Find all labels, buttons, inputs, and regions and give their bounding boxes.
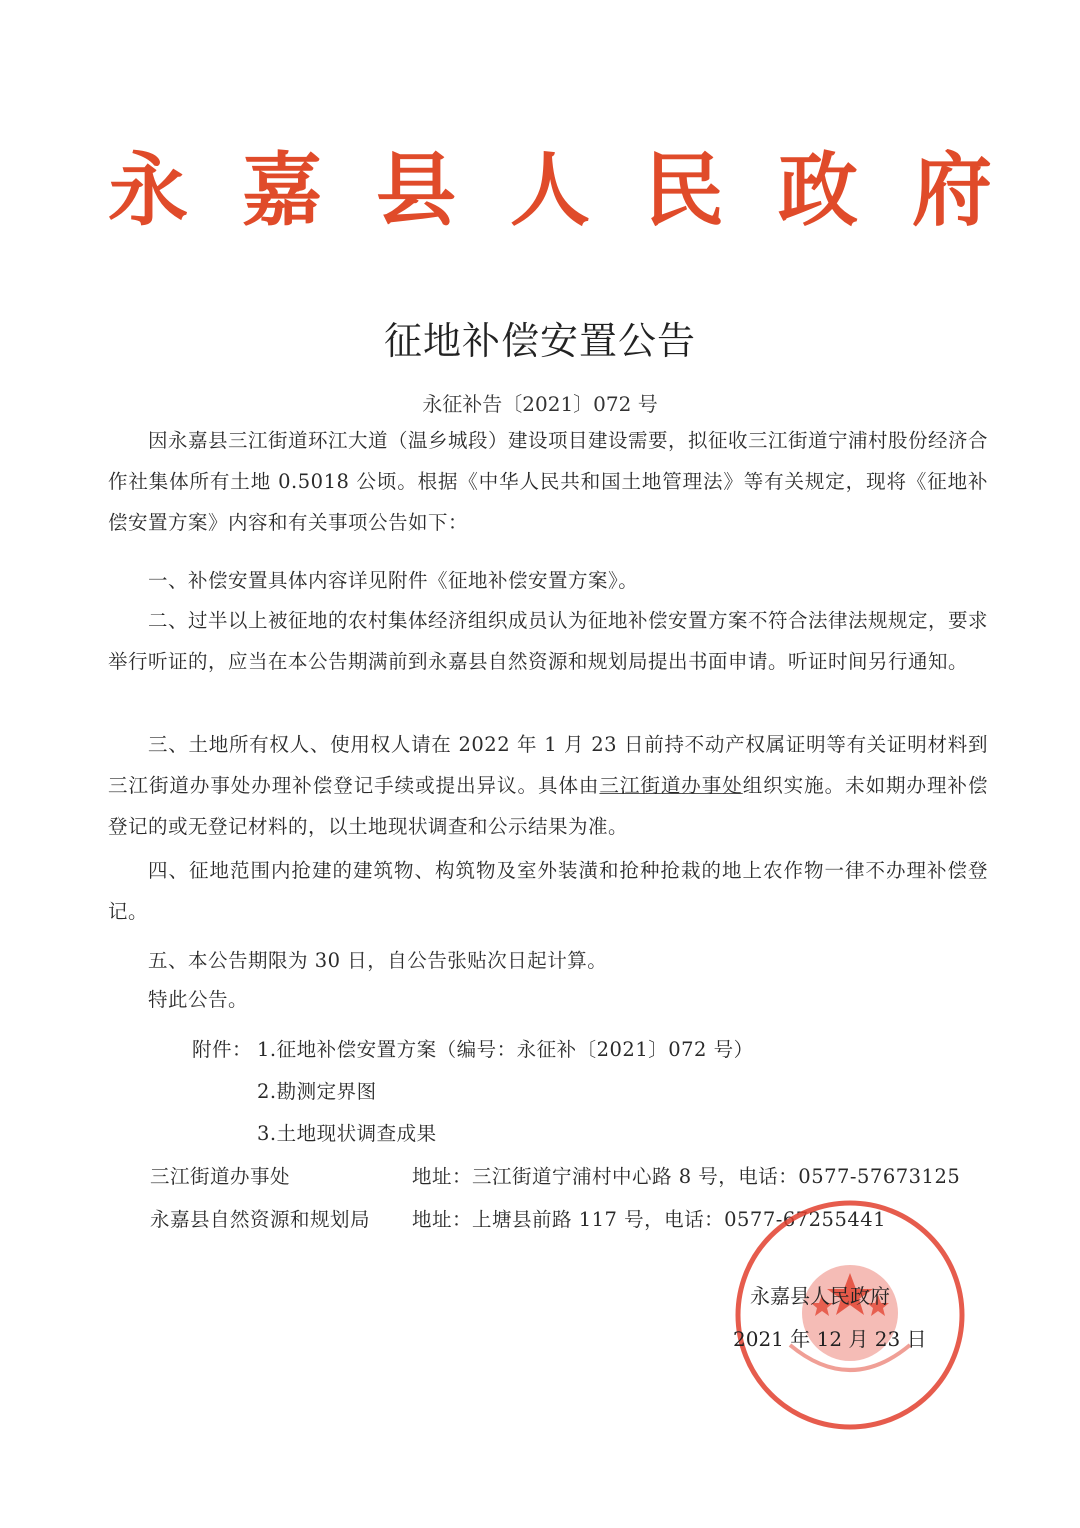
document-number: 永征补告〔2021〕072 号 — [422, 392, 658, 416]
letterhead-char: 永 — [108, 143, 188, 237]
letterhead-char: 人 — [510, 143, 590, 237]
letterhead — [108, 140, 992, 240]
item-three-text-b: 组织实施。未如期办理补偿登记的或无登记材料的，以土地现状调查和公示结果为准。 — [108, 774, 988, 838]
attachments-label: 附件： — [192, 1038, 253, 1061]
attachment-item: 3.土地现状调查成果 — [257, 1122, 437, 1145]
official-seal-stamp — [730, 1195, 970, 1435]
item-one: 一、补偿安置具体内容详见附件《征地补偿安置方案》。 — [148, 569, 639, 592]
item-three — [108, 724, 988, 847]
signature-organization: 永嘉县人民政府 — [750, 1284, 890, 1308]
letterhead-char: 嘉 — [242, 143, 322, 237]
letterhead-char: 民 — [644, 143, 724, 237]
document-title: 征地补偿安置公告 — [383, 319, 696, 363]
item-five: 五、本公告期限为 30 日，自公告张贴次日起计算。 — [148, 949, 608, 972]
attachment-item: 2.勘测定界图 — [257, 1080, 377, 1103]
contact-org: 永嘉县自然资源和规划局 — [150, 1208, 371, 1231]
letterhead-char: 政 — [778, 143, 858, 237]
attachment-item: 1.征地补偿安置方案（编号：永征补〔2021〕072 号） — [257, 1038, 754, 1061]
item-four: 四、征地范围内抢建的建筑物、构筑物及室外装潢和抢种抢栽的地上农作物一律不办理补偿登记。 — [108, 859, 988, 923]
item-three-text-a: 三、土地所有权人、使用权人请在 2022 年 1 月 23 日前持不动产权属证明等有关证明材料到三江街道办事处办理补偿登记手续或提出异议。具体由 — [108, 733, 988, 797]
item-two: 二、过半以上被征地的农村集体经济组织成员认为征地补偿安置方案不符合法律法规规定，要求举行听证的，应当在本公告期满前到永嘉县自然资源和规划局提出书面申请。听证时间另行通知。 — [108, 609, 989, 673]
closing: 特此公告。 — [148, 988, 249, 1011]
contact-org: 三江街道办事处 — [150, 1165, 291, 1188]
signature-date: 2021 年 12 月 23 日 — [733, 1327, 927, 1351]
intro-paragraph: 因永嘉县三江街道环江大道（温乡城段）建设项目建设需要，拟征收三江街道宁浦村股份经济合作社集体所有土地 0.5018 公顷。根据《中华人民共和国土地管理法》等有关规定，现将《征地补偿安置方案》内容和有关事项公告如下： — [108, 429, 989, 534]
contact-info: 地址：上塘县前路 117 号，电话：0577-67255441 — [412, 1208, 887, 1231]
letterhead-char: 府 — [912, 143, 992, 237]
item-three-underlined: 三江街道办事处 — [599, 774, 743, 797]
letterhead-char: 县 — [376, 143, 456, 237]
contact-info: 地址：三江街道宁浦村中心路 8 号，电话：0577-57673125 — [412, 1165, 961, 1188]
